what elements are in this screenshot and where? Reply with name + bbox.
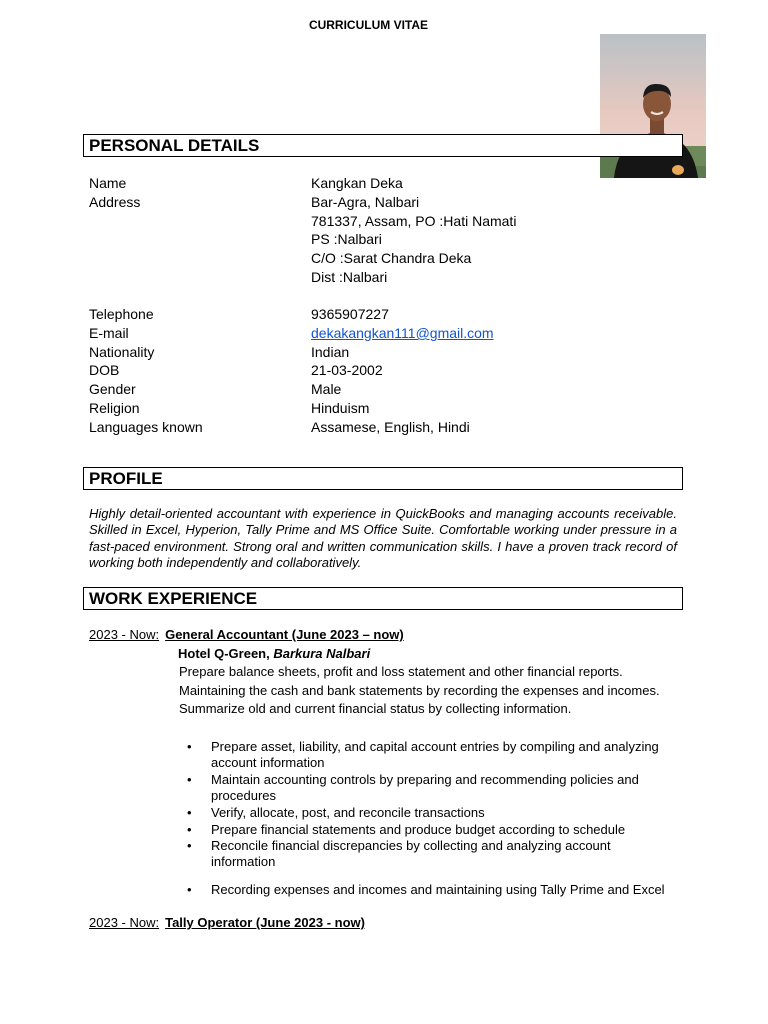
section-header-personal-details: PERSONAL DETAILS	[83, 134, 683, 157]
value-telephone: 9365907227	[311, 306, 389, 322]
value-languages: Assamese, English, Hindi	[311, 419, 470, 435]
bullet-text: Maintain accounting controls by preparing and recommending policies and procedures	[211, 772, 639, 804]
bullet-text: Prepare asset, liability, and capital account entries by compiling and analyzing account information	[211, 739, 659, 771]
bullet-icon: •	[187, 822, 192, 837]
section-header-work-experience: WORK EXPERIENCE	[83, 587, 683, 610]
value-address-line: Dist :Nalbari	[311, 269, 388, 285]
value-religion: Hinduism	[311, 400, 370, 416]
bullet-icon: •	[187, 772, 192, 787]
job-title: General Accountant (June 2023 – now)	[165, 627, 404, 642]
label-address: Address	[89, 194, 141, 210]
bullet-text: Prepare financial statements and produce budget according to schedule	[211, 822, 626, 837]
value-dob: 21-03-2002	[311, 362, 383, 378]
job-date: 2023 - Now:	[89, 915, 160, 930]
bullet-text: Reconcile financial discrepancies by collecting and analyzing account information	[211, 838, 611, 870]
job-title: Tally Operator (June 2023 - now)	[165, 915, 365, 930]
value-address-line: PS :Nalbari	[311, 231, 382, 247]
job-heading	[89, 915, 365, 931]
label-nationality: Nationality	[89, 344, 155, 360]
section-header-profile: PROFILE	[83, 467, 683, 490]
label-name: Name	[89, 175, 127, 191]
value-address-line: C/O :Sarat Chandra Deka	[311, 250, 472, 266]
value-name: Kangkan Deka	[311, 175, 403, 191]
job-description: Prepare balance sheets, profit and loss statement and other financial reports. Maintaining the cash and bank statements by recording the expenses and incomes. Summarize old and current financial status by collecting information.	[179, 664, 660, 717]
label-dob: DOB	[89, 362, 120, 378]
bullet-icon: •	[187, 838, 192, 853]
value-nationality: Indian	[311, 344, 350, 360]
job-employer	[178, 646, 370, 661]
label-gender: Gender	[89, 381, 136, 397]
label-religion: Religion	[89, 400, 140, 416]
value-gender: Male	[311, 381, 342, 397]
bullet-icon: •	[187, 739, 192, 754]
label-email: E-mail	[89, 325, 129, 341]
document-title: CURRICULUM VITAE	[308, 18, 429, 32]
employer-location: Barkura Nalbari	[273, 646, 371, 661]
value-address-line: 781337, Assam, PO :Hati Namati	[311, 213, 517, 229]
profile-summary: Highly detail-oriented accountant with experience in QuickBooks and managing accounts receivable. Skilled in Excel, Hyperion, Tally Prime and MS Office Suite. Comfortable working under pressure in a fast-paced environment. Strong oral and written communication skills. I have a proven track record of working both independently and collaboratively.	[89, 506, 677, 570]
bullet-text: Verify, allocate, post, and reconcile transactions	[211, 805, 485, 820]
employer-name: Hotel Q-Green,	[178, 646, 270, 661]
email-link[interactable]: dekakangkan111@gmail.com	[311, 325, 494, 341]
bullet-text: Recording expenses and incomes and maintaining using Tally Prime and Excel	[211, 882, 665, 897]
label-telephone: Telephone	[89, 306, 154, 322]
bullet-icon: •	[187, 882, 192, 897]
label-languages: Languages known	[89, 419, 203, 435]
value-address-line: Bar-Agra, Nalbari	[311, 194, 420, 210]
bullet-icon: •	[187, 805, 192, 820]
job-heading	[89, 627, 404, 643]
job-date: 2023 - Now:	[89, 627, 160, 642]
